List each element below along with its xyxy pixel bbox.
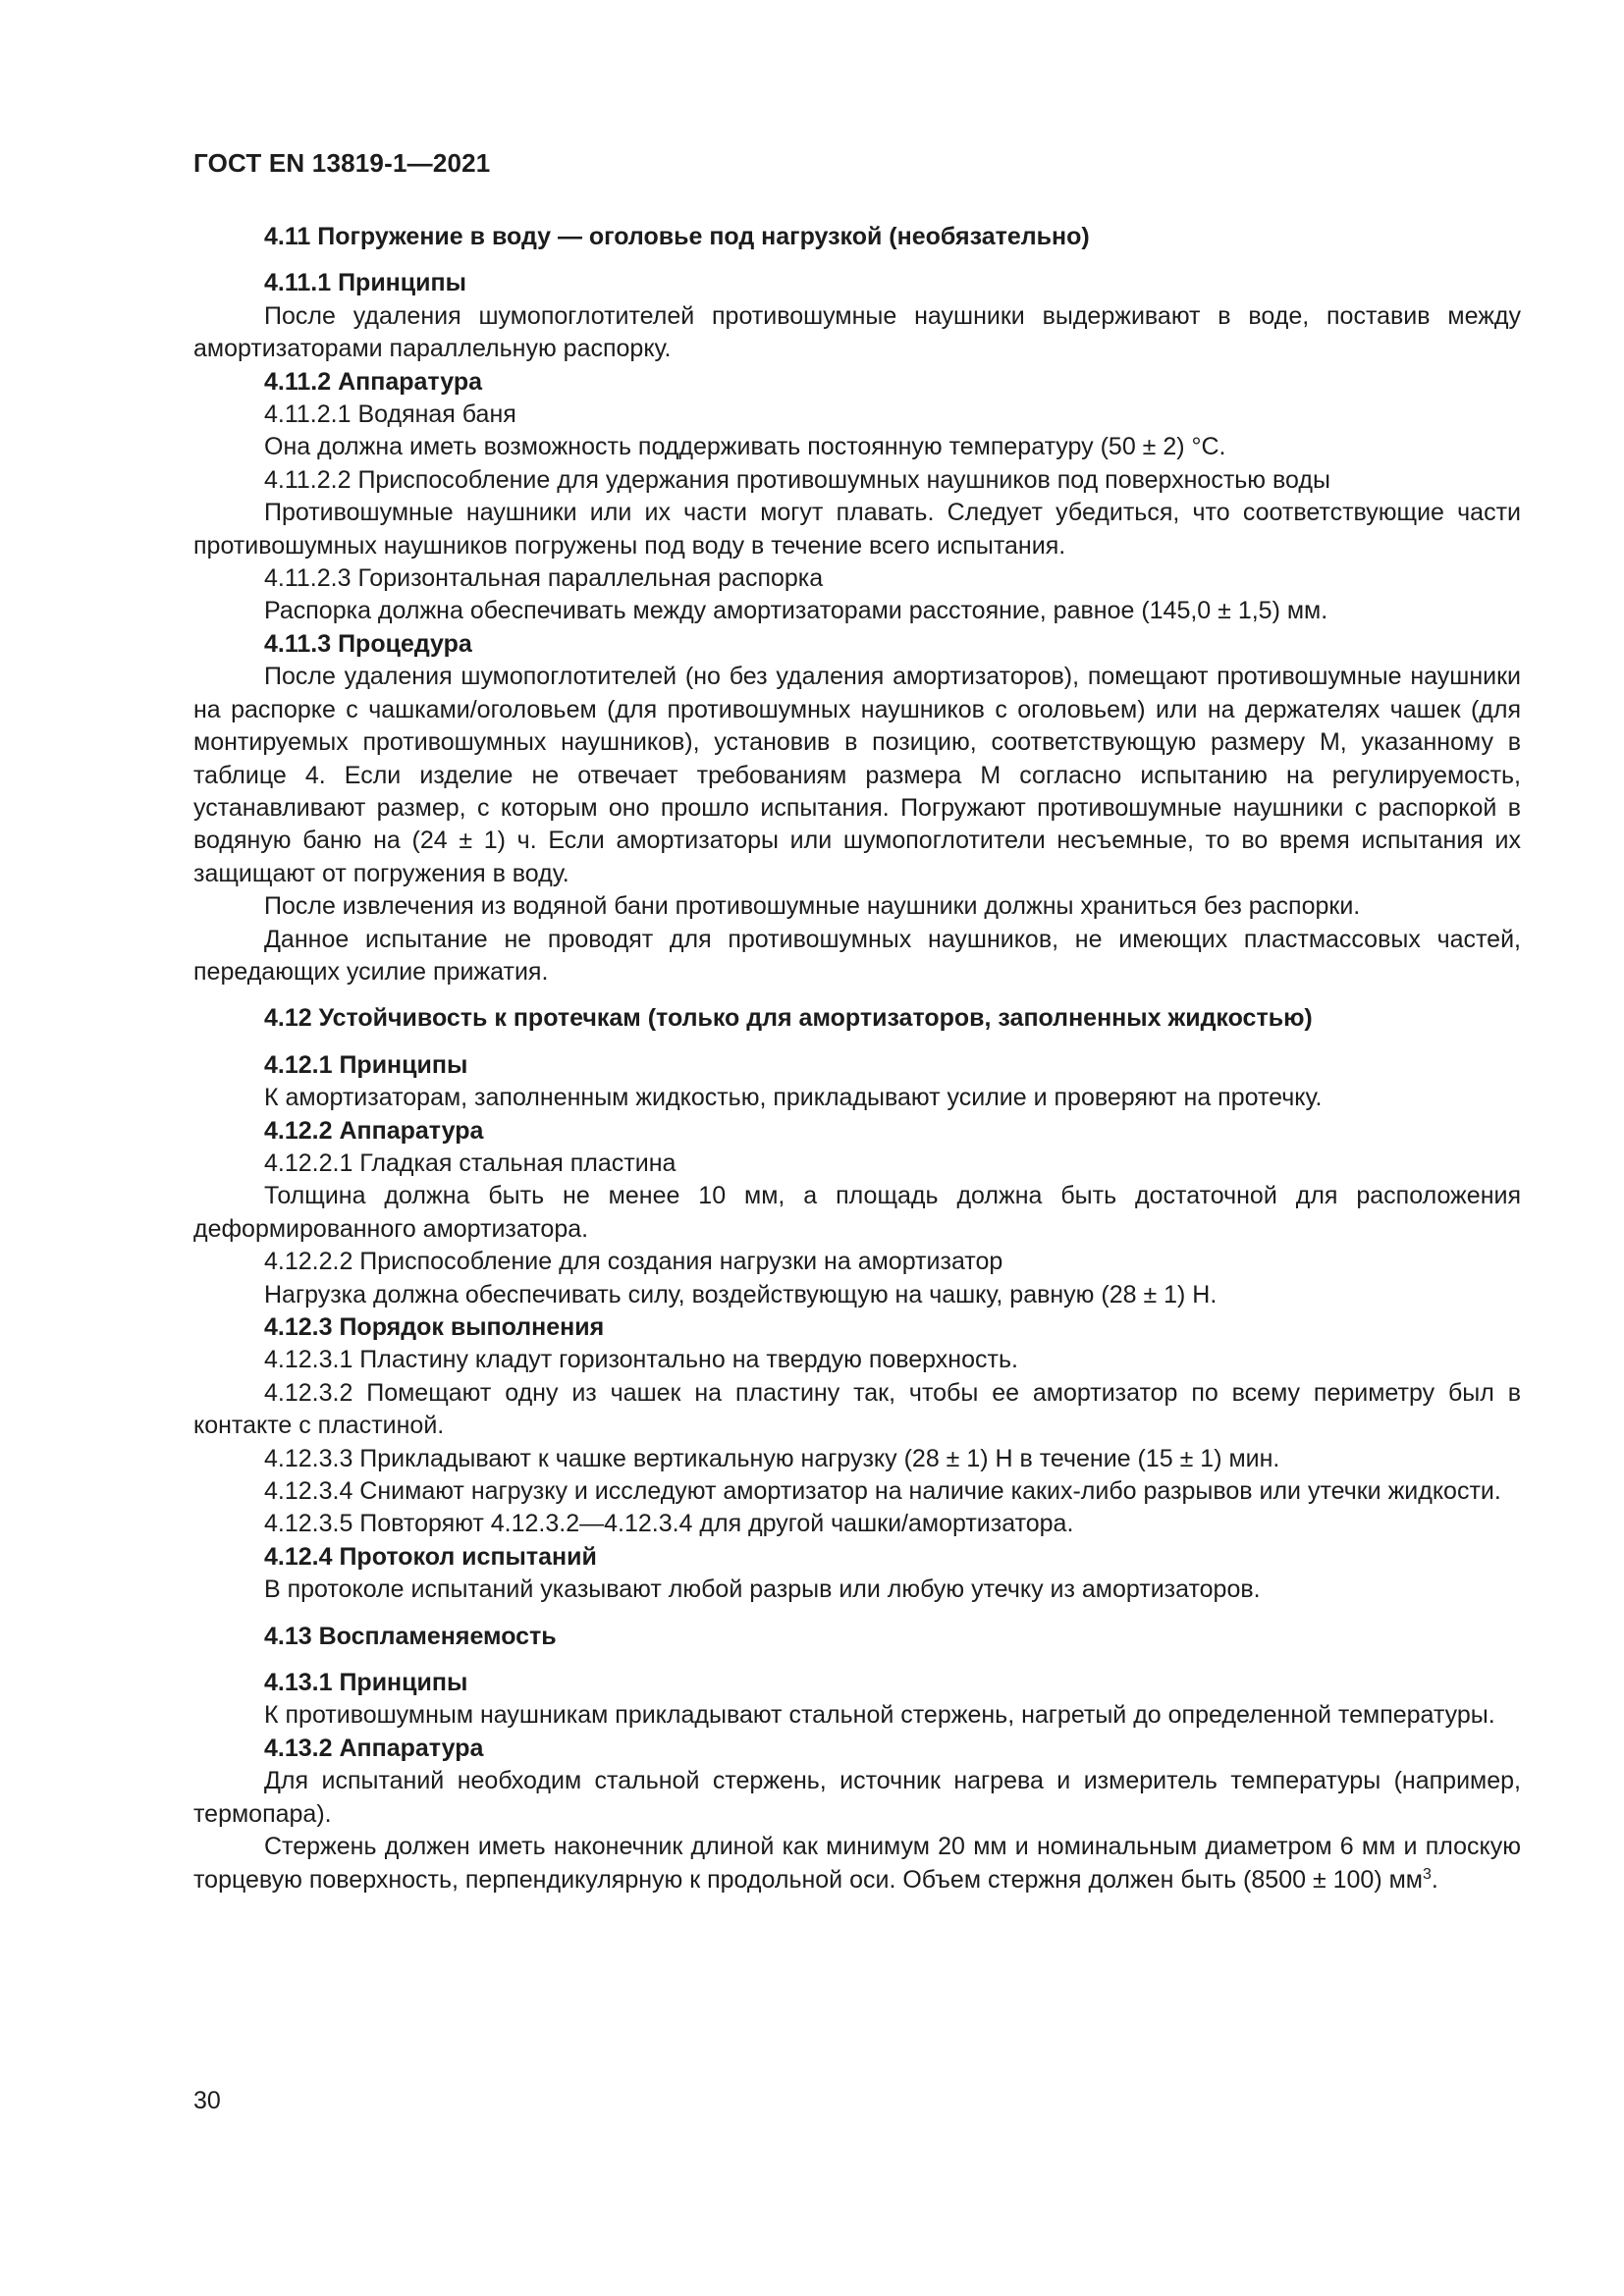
subsection-heading: [193, 628, 1521, 661]
paragraph: [193, 924, 1521, 989]
block-text: Данное испытание не проводят для противошумных наушников, не имеющих пластмассовых частей, передающих усилие прижатия.: [193, 925, 1521, 986]
section-heading: [193, 1002, 1521, 1035]
paragraph: [193, 1443, 1521, 1475]
paragraph: [193, 1082, 1521, 1114]
section-heading: [193, 221, 1521, 253]
document-header: ГОСТ EN 13819-1—2021: [193, 148, 491, 178]
block-text: Нагрузка должна обеспечивать силу, воздействующую на чашку, равную (28 ± 1) Н.: [264, 1280, 1218, 1308]
subsection-heading: [193, 1115, 1521, 1148]
paragraph: [193, 1831, 1521, 1896]
paragraph: [193, 1279, 1521, 1311]
block-text: 4.12.3.4 Снимают нагрузку и исследуют амортизатор на наличие каких-либо разрывов или утечки жидкости.: [264, 1477, 1501, 1506]
block-text: Для испытаний необходим стальной стержень, источник нагрева и измеритель температуры (например, термопара).: [193, 1767, 1521, 1828]
block-text: 4.12.2 Аппаратура: [264, 1116, 484, 1145]
block-text: 4.11.2.3 Горизонтальная параллельная распорка: [264, 564, 824, 593]
block-text: 4.11.1 Принципы: [264, 269, 466, 297]
block-text: 4.11.2.1 Водяная баня: [264, 400, 516, 429]
block-text: 4.11.3 Процедура: [264, 629, 472, 658]
paragraph: [193, 1246, 1521, 1278]
paragraph: [193, 1148, 1521, 1180]
paragraph: [193, 431, 1521, 463]
paragraph: [193, 399, 1521, 431]
block-text: После удаления шумопоглотителей (но без удаления амортизаторов), помещают противошумные наушники на распорке с чашками/оголовьем (для противошумных наушников с оголовьем) или на держателях чашек (для монтируемых противошумных наушников), установив в позицию, соответствующую размеру М, указанному в таблице 4. Если изделие не отвечает требованиям размера М согласно испытанию на регулируемость, устанавливают размер, с которым оно прошло испытания. Погружают противошумные наушники с распоркой в водяную баню на (24 ± 1) ч. Если амортизаторы или шумопоглотители несъемные, то во время испытания их защищают от погружения в воду.: [193, 663, 1521, 887]
paragraph: [193, 562, 1521, 595]
paragraph: [193, 1377, 1521, 1443]
block-text: Стержень должен иметь наконечник длиной как минимум 20 мм и номинальным диаметром 6 мм и плоскую торцевую поверхность, перпендикулярную к продольной оси. Объем стержня должен быть (8500 ± 100) мм: [193, 1833, 1521, 1894]
block-text: 4.11 Погружение в воду — оголовье под нагрузкой (необязательно): [264, 223, 1090, 250]
block-text: 4.11.2 Аппаратура: [264, 367, 483, 396]
paragraph: [193, 1699, 1521, 1732]
block-text: Противошумные наушники или их части могут плавать. Следует убедиться, что соответствующие части противошумных наушников погружены под воду в течение всего испытания.: [193, 499, 1521, 560]
block-text: 4.12.3.1 Пластину кладут горизонтально на твердую поверхность.: [264, 1346, 1018, 1374]
section-heading: [193, 1621, 1521, 1653]
block-text: После удаления шумопоглотителей противошумные наушники выдерживают в воде, поставив между амортизаторами параллельную распорку.: [193, 301, 1521, 363]
document-body: [193, 221, 1521, 1896]
block-text: 4.13.1 Принципы: [264, 1669, 468, 1697]
paragraph: [193, 1574, 1521, 1606]
block-text: К амортизаторам, заполненным жидкостью, прикладывают усилие и проверяют на протечку.: [264, 1084, 1323, 1112]
paragraph: [193, 1344, 1521, 1376]
paragraph: [193, 595, 1521, 627]
paragraph: [193, 497, 1521, 562]
block-text: Толщина должна быть не менее 10 мм, а площадь должна быть достаточной для расположения деформированного амортизатора.: [193, 1182, 1521, 1243]
block-text: В протоколе испытаний указывают любой разрыв или любую утечку из амортизаторов.: [264, 1575, 1261, 1604]
paragraph: [193, 1475, 1521, 1508]
block-text: 4.12.2.2 Приспособление для создания нагрузки на амортизатор: [264, 1248, 1003, 1276]
paragraph: [193, 300, 1521, 366]
subsection-heading: [193, 1541, 1521, 1574]
block-text: Она должна иметь возможность поддерживать постоянную температуру (50 ± 2) °С.: [264, 433, 1226, 461]
subsection-heading: [193, 366, 1521, 399]
block-text: 4.13 Воспламеняемость: [264, 1622, 557, 1650]
block-text: 4.13.2 Аппаратура: [264, 1734, 484, 1762]
block-text: Распорка должна обеспечивать между амортизаторами расстояние, равное (145,0 ± 1,5) мм.: [264, 597, 1328, 625]
block-text: К противошумным наушникам прикладывают стальной стержень, нагретый до определенной температуры.: [264, 1701, 1495, 1730]
paragraph: [193, 464, 1521, 497]
block-text: 4.12.3.2 Помещают одну из чашек на пластину так, чтобы ее амортизатор по всему периметру был в контакте с пластиной.: [193, 1378, 1521, 1440]
block-text: 4.12.3.5 Повторяют 4.12.3.2—4.12.3.4 для другой чашки/амортизатора.: [264, 1510, 1074, 1538]
block-text: 4.12.1 Принципы: [264, 1050, 468, 1079]
subsection-heading: [193, 267, 1521, 299]
block-text: 4.12.3 Порядок выполнения: [264, 1313, 605, 1341]
subsection-heading: [193, 1049, 1521, 1082]
paragraph: [193, 661, 1521, 890]
paragraph: [193, 890, 1521, 923]
subsection-heading: [193, 1667, 1521, 1699]
block-text: 4.11.2.2 Приспособление для удержания противошумных наушников под поверхностью воды: [264, 465, 1330, 494]
paragraph: [193, 1765, 1521, 1831]
block-text: После извлечения из водяной бани противошумные наушники должны храниться без распорки.: [264, 892, 1361, 921]
page-number: 30: [193, 2087, 221, 2114]
block-text: 4.12.2.1 Гладкая стальная пластина: [264, 1148, 677, 1177]
paragraph: [193, 1180, 1521, 1246]
superscript: 3: [1422, 1865, 1432, 1883]
subsection-heading: [193, 1733, 1521, 1765]
subsection-heading: [193, 1311, 1521, 1344]
block-text-tail: .: [1431, 1865, 1438, 1894]
block-text: 4.12 Устойчивость к протечкам (только для амортизаторов, заполненных жидкостью): [264, 1004, 1313, 1033]
block-text: 4.12.4 Протокол испытаний: [264, 1542, 597, 1571]
paragraph: [193, 1508, 1521, 1540]
block-text: 4.12.3.3 Прикладывают к чашке вертикальную нагрузку (28 ± 1) Н в течение (15 ± 1) мин.: [264, 1444, 1280, 1472]
